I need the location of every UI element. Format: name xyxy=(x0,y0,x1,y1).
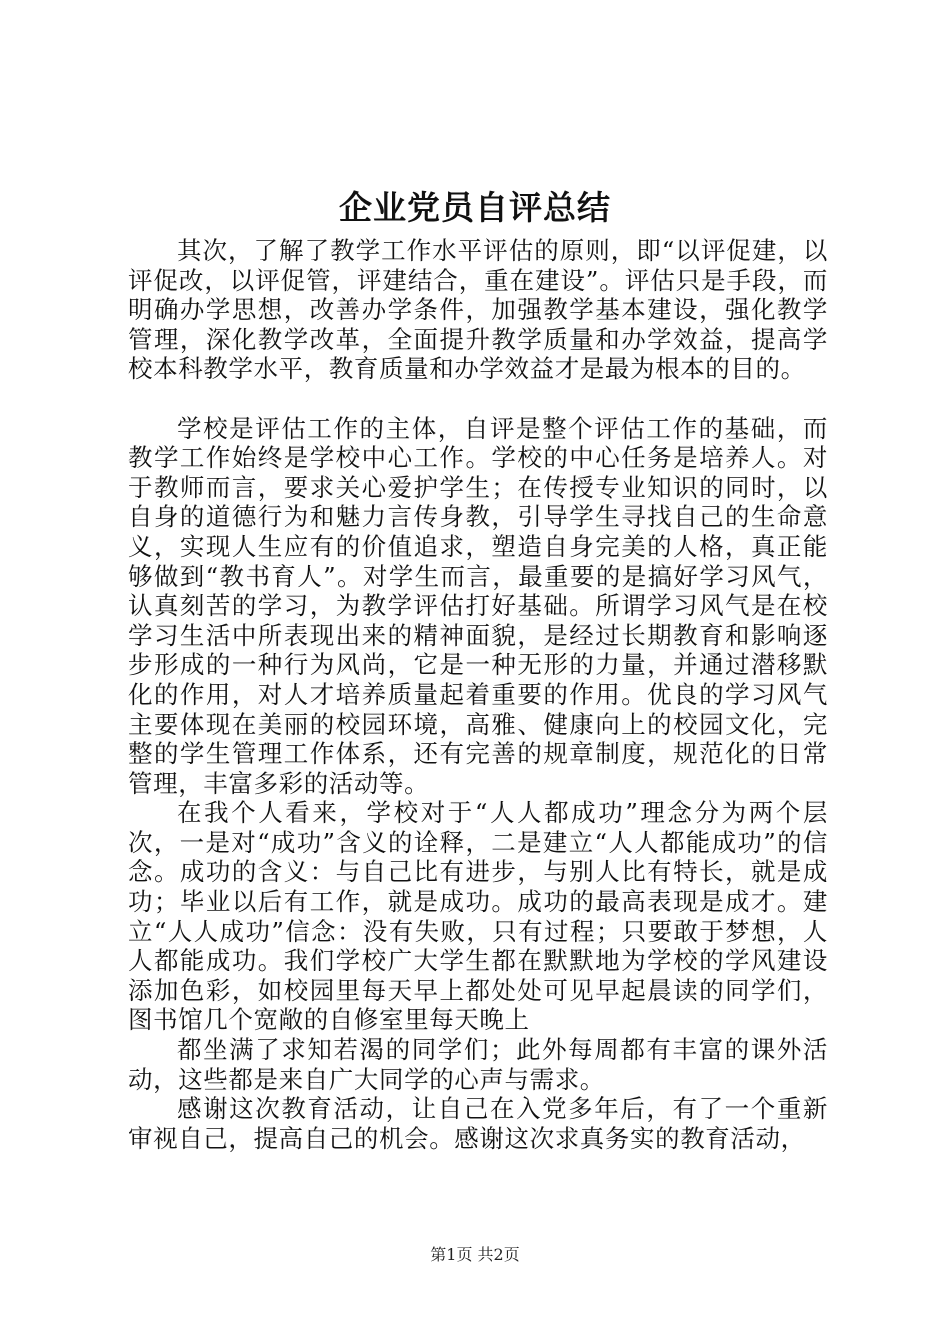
paragraph-3: 在我个人看来，学校对于“人人都成功”理念分为两个层次，一是对“成功”含义的诠释，二是建立“人人都能成功”的信念。成功的含义：与自己比有进步，与别人比有特长，就是成功；毕业以后有工作，就是成功。成功的最高表现是成才。建立“人人成功”信念：没有失败，只有过程；只要敢于梦想，人人都能成功。我们学校广大学生都在默默地为学校的学风建设添加色彩，如校园里每天早上都处处可见早起晨读的同学们，图书馆几个宽敞的自修室里每天晚上 xyxy=(128,798,828,1035)
document-body xyxy=(128,236,828,1153)
document-title: 企业党员自评总结 xyxy=(339,188,611,227)
paragraph-4: 都坐满了求知若渴的同学们；此外每周都有丰富的课外活动，这些都是来自广大同学的心声与需求。 xyxy=(128,1035,828,1094)
paragraph-1: 其次，了解了教学工作水平评估的原则，即“以评促建，以评促改，以评促管，评建结合，重在建设”。评估只是手段，而明确办学思想，改善办学条件，加强教学基本建设，强化教学管理，深化教学改革，全面提升教学质量和办学效益，提高学校本科教学水平，教育质量和办学效益才是最为根本的目的。 xyxy=(128,236,828,384)
page-footer: 第1页 共2页 xyxy=(430,1245,520,1264)
paragraph-5: 感谢这次教育活动，让自己在入党多年后，有了一个重新审视自己，提高自己的机会。感谢这次求真务实的教育活动， xyxy=(128,1094,828,1153)
paragraph-2: 学校是评估工作的主体，自评是整个评估工作的基础，而教学工作始终是学校中心工作。学校的中心任务是培养人。对于教师而言，要求关心爱护学生；在传授专业知识的同时，以自身的道德行为和魅力言传身教，引导学生寻找自己的生命意义，实现人生应有的价值追求，塑造自身完美的人格，真正能够做到“教书育人”。对学生而言，最重要的是搞好学习风气，认真刻苦的学习，为教学评估打好基础。所谓学习风气是在校学习生活中所表现出来的精神面貌，是经过长期教育和影响逐步形成的一种行为风尚，它是一种无形的力量，并通过潜移默化的作用，对人才培养质量起着重要的作用。优良的学习风气主要体现在美丽的校园环境，高雅、健康向上的校园文化，完整的学生管理工作体系，还有完善的规章制度，规范化的日常管理，丰富多彩的活动等。 xyxy=(128,413,828,798)
paragraph-spacer xyxy=(128,384,828,414)
